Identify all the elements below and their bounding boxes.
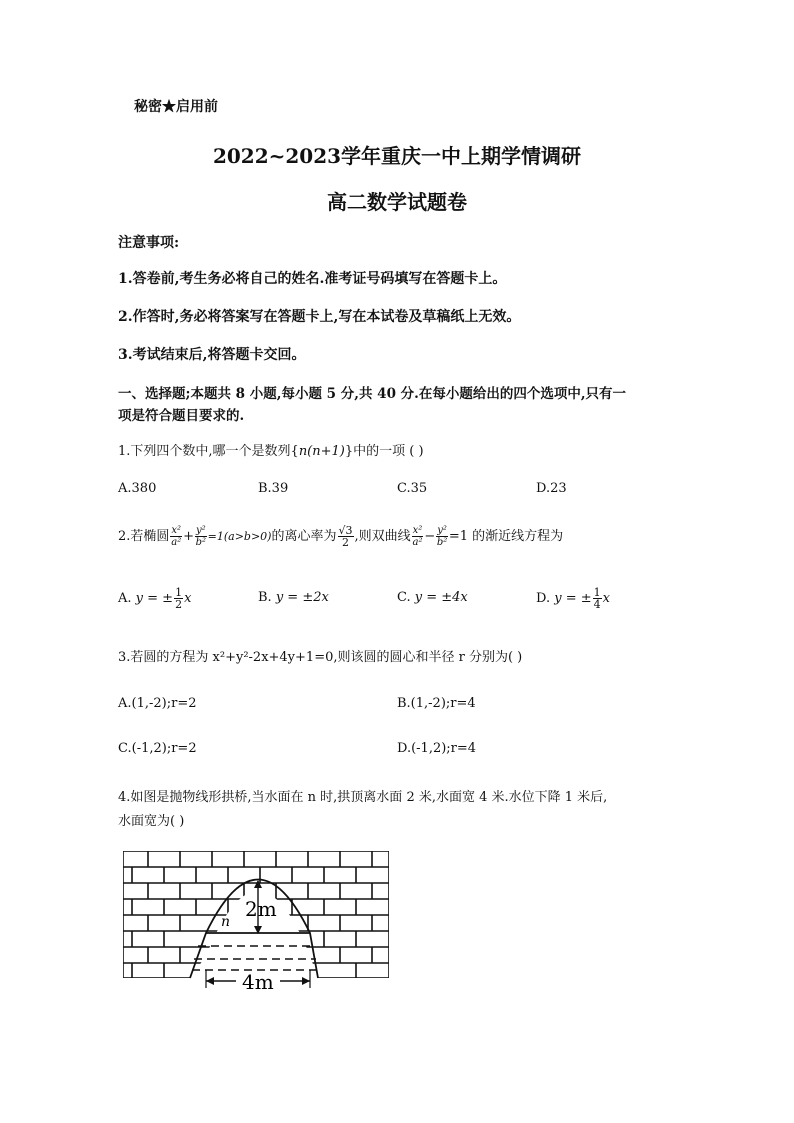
hyperbola-x-term: $\frac{\text{x²}}{\text{a²}}$: [412, 525, 423, 548]
note-item-2: 2.作答时,务必将答案写在答题卡上,写在本试卷及草稿纸上无效。: [118, 309, 521, 325]
height-label: 2m: [245, 897, 277, 921]
q2-option-a: A. y = ± $\frac{1}{2}$ x: [118, 586, 192, 611]
exam-subtitle: 高二数学试题卷: [327, 190, 467, 214]
ellipse-y-term: $\frac{\text{y²}}{\text{b²}}$: [195, 525, 207, 548]
q1-option-b: B.39: [258, 481, 289, 496]
section1-line2: 项是符合题目要求的.: [118, 408, 245, 424]
q1-prefix: 1.下列四个数中,哪一个是数列{: [118, 444, 299, 459]
parabolic-arch: [190, 880, 318, 979]
note-item-1: 1.答卷前,考生务必将自己的姓名.准考证号码填写在答题卡上。: [118, 271, 507, 287]
q3-option-a: A.(1,-2);r=2: [118, 696, 197, 711]
question-3: 3.若圆的方程为 x²+y²-2x+4y+1=0,则该圆的圆心和半径 r 分别为( ): [118, 650, 523, 665]
q2-option-c-label: C.: [397, 590, 411, 605]
q2-option-a-label: A.: [118, 591, 132, 606]
q2-option-d: D. y = ± $\frac{1}{4}$ x: [536, 586, 610, 611]
q2-option-d-frac: $\frac{1}{4}$: [593, 586, 601, 611]
q1-option-d: D.23: [536, 481, 567, 496]
q3-option-c: C.(-1,2);r=2: [118, 741, 197, 756]
question-4-line2: 水面宽为( ): [118, 814, 185, 829]
q1-option-c: C.35: [397, 481, 428, 496]
q2-option-b: [258, 590, 329, 605]
eccentricity-value: $\frac{√3}{2}$: [338, 524, 353, 549]
notes-heading: 注意事项:: [118, 235, 180, 251]
ellipse-x-term: $\frac{\text{x²}}{\text{a²}}$: [171, 525, 182, 548]
q2-tail: =1 的渐近线方程为: [448, 529, 564, 544]
q1-formula: n(n+1): [298, 444, 345, 459]
question-4-line1: 4.如图是抛物线形拱桥,当水面在 n 时,拱顶离水面 2 米,水面宽 4 米.水位下降 1 米后,: [118, 790, 608, 805]
q1-option-a: A.380: [118, 481, 157, 496]
q2-option-b-label: B.: [258, 590, 272, 605]
question-1: [118, 440, 424, 459]
q3-option-b: B.(1,-2);r=4: [397, 696, 476, 711]
note-item-3: 3.考试结束后,将答题卡交回。: [118, 347, 306, 363]
arch-bridge-figure: [118, 846, 398, 996]
q3-option-d: D.(-1,2);r=4: [397, 741, 477, 756]
width-label: 4m: [242, 970, 274, 994]
q2-option-d-label: D.: [536, 591, 551, 606]
q2-option-a-frac: $\frac{1}{2}$: [175, 586, 183, 611]
q2-option-c-formula: y = ±4x: [414, 590, 468, 605]
q1-suffix: }中的一项 ( ): [344, 444, 424, 459]
arrow-right-icon: [302, 977, 310, 985]
section1-line1: 一、选择题;本题共 8 小题,每小题 5 分,共 40 分.在每小题给出的四个选项中,只有一: [118, 386, 627, 402]
q2-option-c: [397, 590, 468, 605]
arrow-left-icon: [206, 977, 214, 985]
q2-option-b-formula: y = ±2x: [275, 590, 329, 605]
water-label: n: [221, 914, 231, 930]
hyperbola-y-term: $\frac{\text{y²}}{\text{b²}}$: [436, 525, 448, 548]
q2-mid2: ,则双曲线: [354, 529, 411, 544]
q2-condition: =1(a>b>0): [207, 530, 272, 543]
q2-prefix: 2.若椭圆: [118, 529, 170, 544]
question-2: 2.若椭圆 $\frac{\text{x²}}{\text{a²}}$ + $\frac{\text{y²}}{\text{b²}}$ =1(a>b>0)的离心率为 $\frac{√3}{2}$ ,则双曲线 $\frac{\text{x²}}{\text{a²}}$ − $\frac{\text{y²}}{\text{b²}}$ =1 的渐近线方程为: [118, 524, 564, 549]
exam-title: 2022~2023学年重庆一中上期学情调研: [212, 144, 582, 168]
q2-mid: 的离心率为: [271, 529, 337, 544]
secret-label: 秘密★启用前: [134, 99, 218, 115]
